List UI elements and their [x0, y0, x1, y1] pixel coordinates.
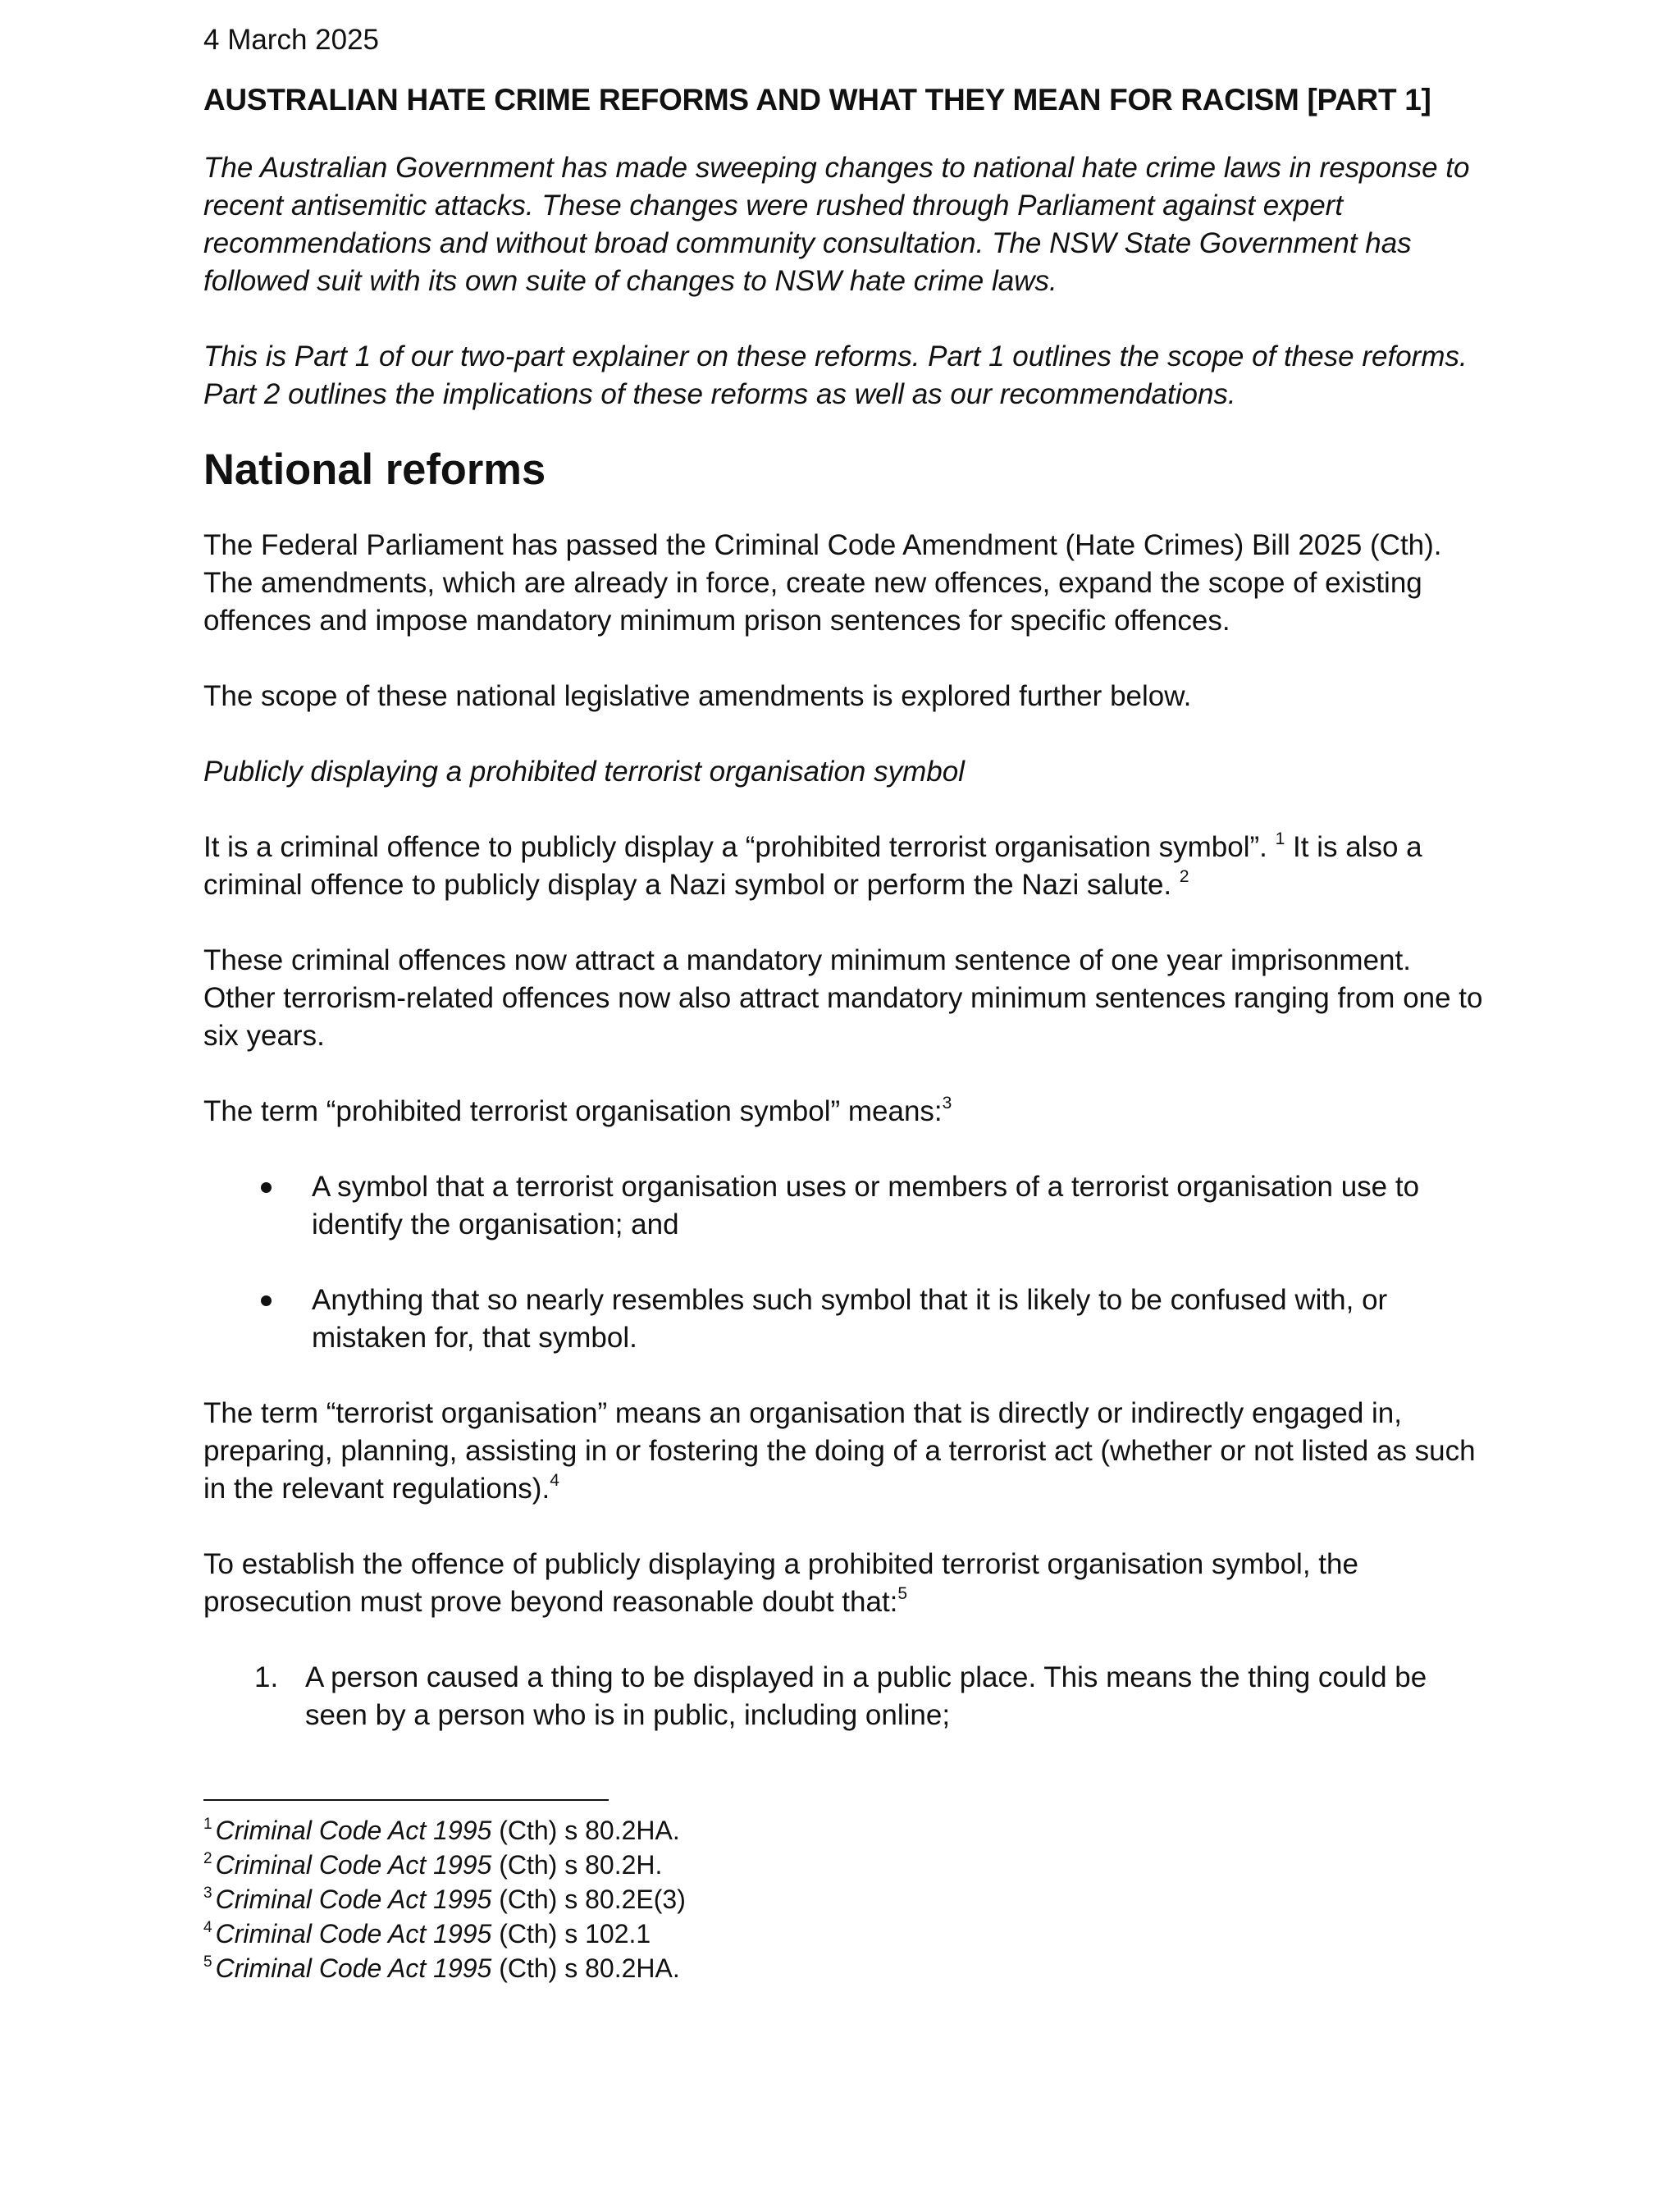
subheading-prohibited-symbol: Publicly displaying a prohibited terrorist organisation symbol — [203, 756, 965, 788]
footnote-ref-3[interactable]: 3 — [942, 1094, 952, 1112]
section-heading-national-reforms: National reforms — [203, 445, 546, 494]
offence-text-part2: It is also a criminal offence to publicly display a Nazi symbol or perform the Nazi salute. — [203, 831, 1422, 901]
offence-text-part1: It is a criminal offence to publicly display a “prohibited terrorist organisation symbol”. — [203, 831, 1267, 863]
list-item — [203, 1168, 1483, 1244]
footnote-5 — [203, 1951, 1188, 1985]
bullet-icon — [261, 1295, 272, 1306]
list-item-text: Anything that so nearly resembles such symbol that it is likely to be confused with, or mistaken for, that symbol. — [312, 1284, 1388, 1354]
footnote-4 — [203, 1917, 1188, 1951]
footnote-citation: (Cth) s 80.2HA. — [491, 1953, 680, 1983]
footnote-act-title: Criminal Code Act 1995 — [215, 1850, 492, 1880]
footnote-3 — [203, 1882, 1188, 1917]
intro-paragraph: The Australian Government has made sweeping changes to national hate crime laws in response to recent antisemitic attacks. These changes were rushed through Parliament against expert recommendations and without broad community consultation. The NSW State Government has followed suit with its own suite of changes to NSW hate crime laws. — [203, 152, 1470, 297]
footnote-separator — [203, 1799, 609, 1801]
term-org-text: The term “terrorist organisation” means an organisation that is directly or indirectly engaged in, preparing, planning, assisting in or fostering the doing of a terrorist act (whether or not listed as such in the relevant regulations). — [203, 1397, 1476, 1505]
footnote-act-title: Criminal Code Act 1995 — [215, 1953, 492, 1983]
footnote-number: 3 — [203, 1885, 212, 1902]
footnote-act-title: Criminal Code Act 1995 — [215, 1816, 492, 1845]
footnote-ref-4[interactable]: 4 — [550, 1471, 559, 1490]
footnote-2 — [203, 1848, 1188, 1882]
intro-paragraph-part-explainer: This is Part 1 of our two-part explainer on these reforms. Part 1 outlines the scope of these reforms. Part 2 outlines the implications of these reforms as well as our recommendations. — [203, 340, 1468, 410]
footnote-citation: (Cth) s 80.2HA. — [491, 1816, 680, 1845]
paragraph-federal-parliament: The Federal Parliament has passed the Criminal Code Amendment (Hate Crimes) Bill 2025 (Cth). The amendments, which are already in force, create new offences, expand the scope of existing offences and impose mandatory minimum prison sentences for specific offences. — [203, 529, 1442, 637]
footnote-citation: (Cth) s 102.1 — [491, 1919, 651, 1949]
establish-text: To establish the offence of publicly displaying a prohibited terrorist organisation symbol, the prosecution must prove beyond reasonable doubt that: — [203, 1548, 1358, 1618]
paragraph-scope: The scope of these national legislative amendments is explored further below. — [203, 680, 1192, 712]
footnote-ref-2[interactable]: 2 — [1179, 867, 1189, 886]
footnote-number: 5 — [203, 1953, 212, 1971]
document-title: AUSTRALIAN HATE CRIME REFORMS AND WHAT THEY MEAN FOR RACISM [PART 1] — [203, 83, 1431, 117]
list-item — [203, 1659, 1483, 1734]
paragraph-criminal-offence — [203, 829, 1483, 904]
list-item-text: A person caused a thing to be displayed in a public place. This means the thing could be seen by a person who is in public, including online; — [305, 1661, 1427, 1731]
footnote-act-title: Criminal Code Act 1995 — [215, 1885, 492, 1914]
document-date: 4 March 2025 — [203, 24, 380, 56]
footnote-1 — [203, 1813, 1188, 1848]
footnote-ref-1[interactable]: 1 — [1275, 829, 1285, 848]
paragraph-establish-offence — [203, 1546, 1483, 1621]
list-item-text: A symbol that a terrorist organisation uses or members of a terrorist organisation use to identify the organisation; and — [312, 1171, 1420, 1240]
list-item-number: 1. — [254, 1661, 279, 1693]
footnote-number: 4 — [203, 1919, 212, 1936]
numbered-list — [203, 1659, 1483, 1734]
footnotes — [203, 1813, 1188, 1985]
footnote-number: 2 — [203, 1850, 212, 1867]
bullet-icon — [261, 1182, 272, 1193]
footnote-citation: (Cth) s 80.2H. — [491, 1850, 663, 1880]
paragraph-term-organisation — [203, 1395, 1483, 1508]
paragraph-term-symbol — [203, 1093, 1483, 1131]
document-body — [203, 21, 1483, 1734]
footnote-number: 1 — [203, 1816, 212, 1833]
footnote-citation: (Cth) s 80.2E(3) — [491, 1885, 686, 1914]
list-item — [203, 1282, 1483, 1357]
paragraph-mandatory-sentence: These criminal offences now attract a mandatory minimum sentence of one year imprisonment. Other terrorism-related offences now also attract mandatory minimum sentences ranging from one to six years. — [203, 944, 1483, 1052]
footnote-ref-5[interactable]: 5 — [897, 1584, 908, 1603]
bullet-list — [203, 1168, 1483, 1357]
footnote-act-title: Criminal Code Act 1995 — [215, 1919, 492, 1949]
term-symbol-text: The term “prohibited terrorist organisation symbol” means: — [203, 1095, 943, 1127]
